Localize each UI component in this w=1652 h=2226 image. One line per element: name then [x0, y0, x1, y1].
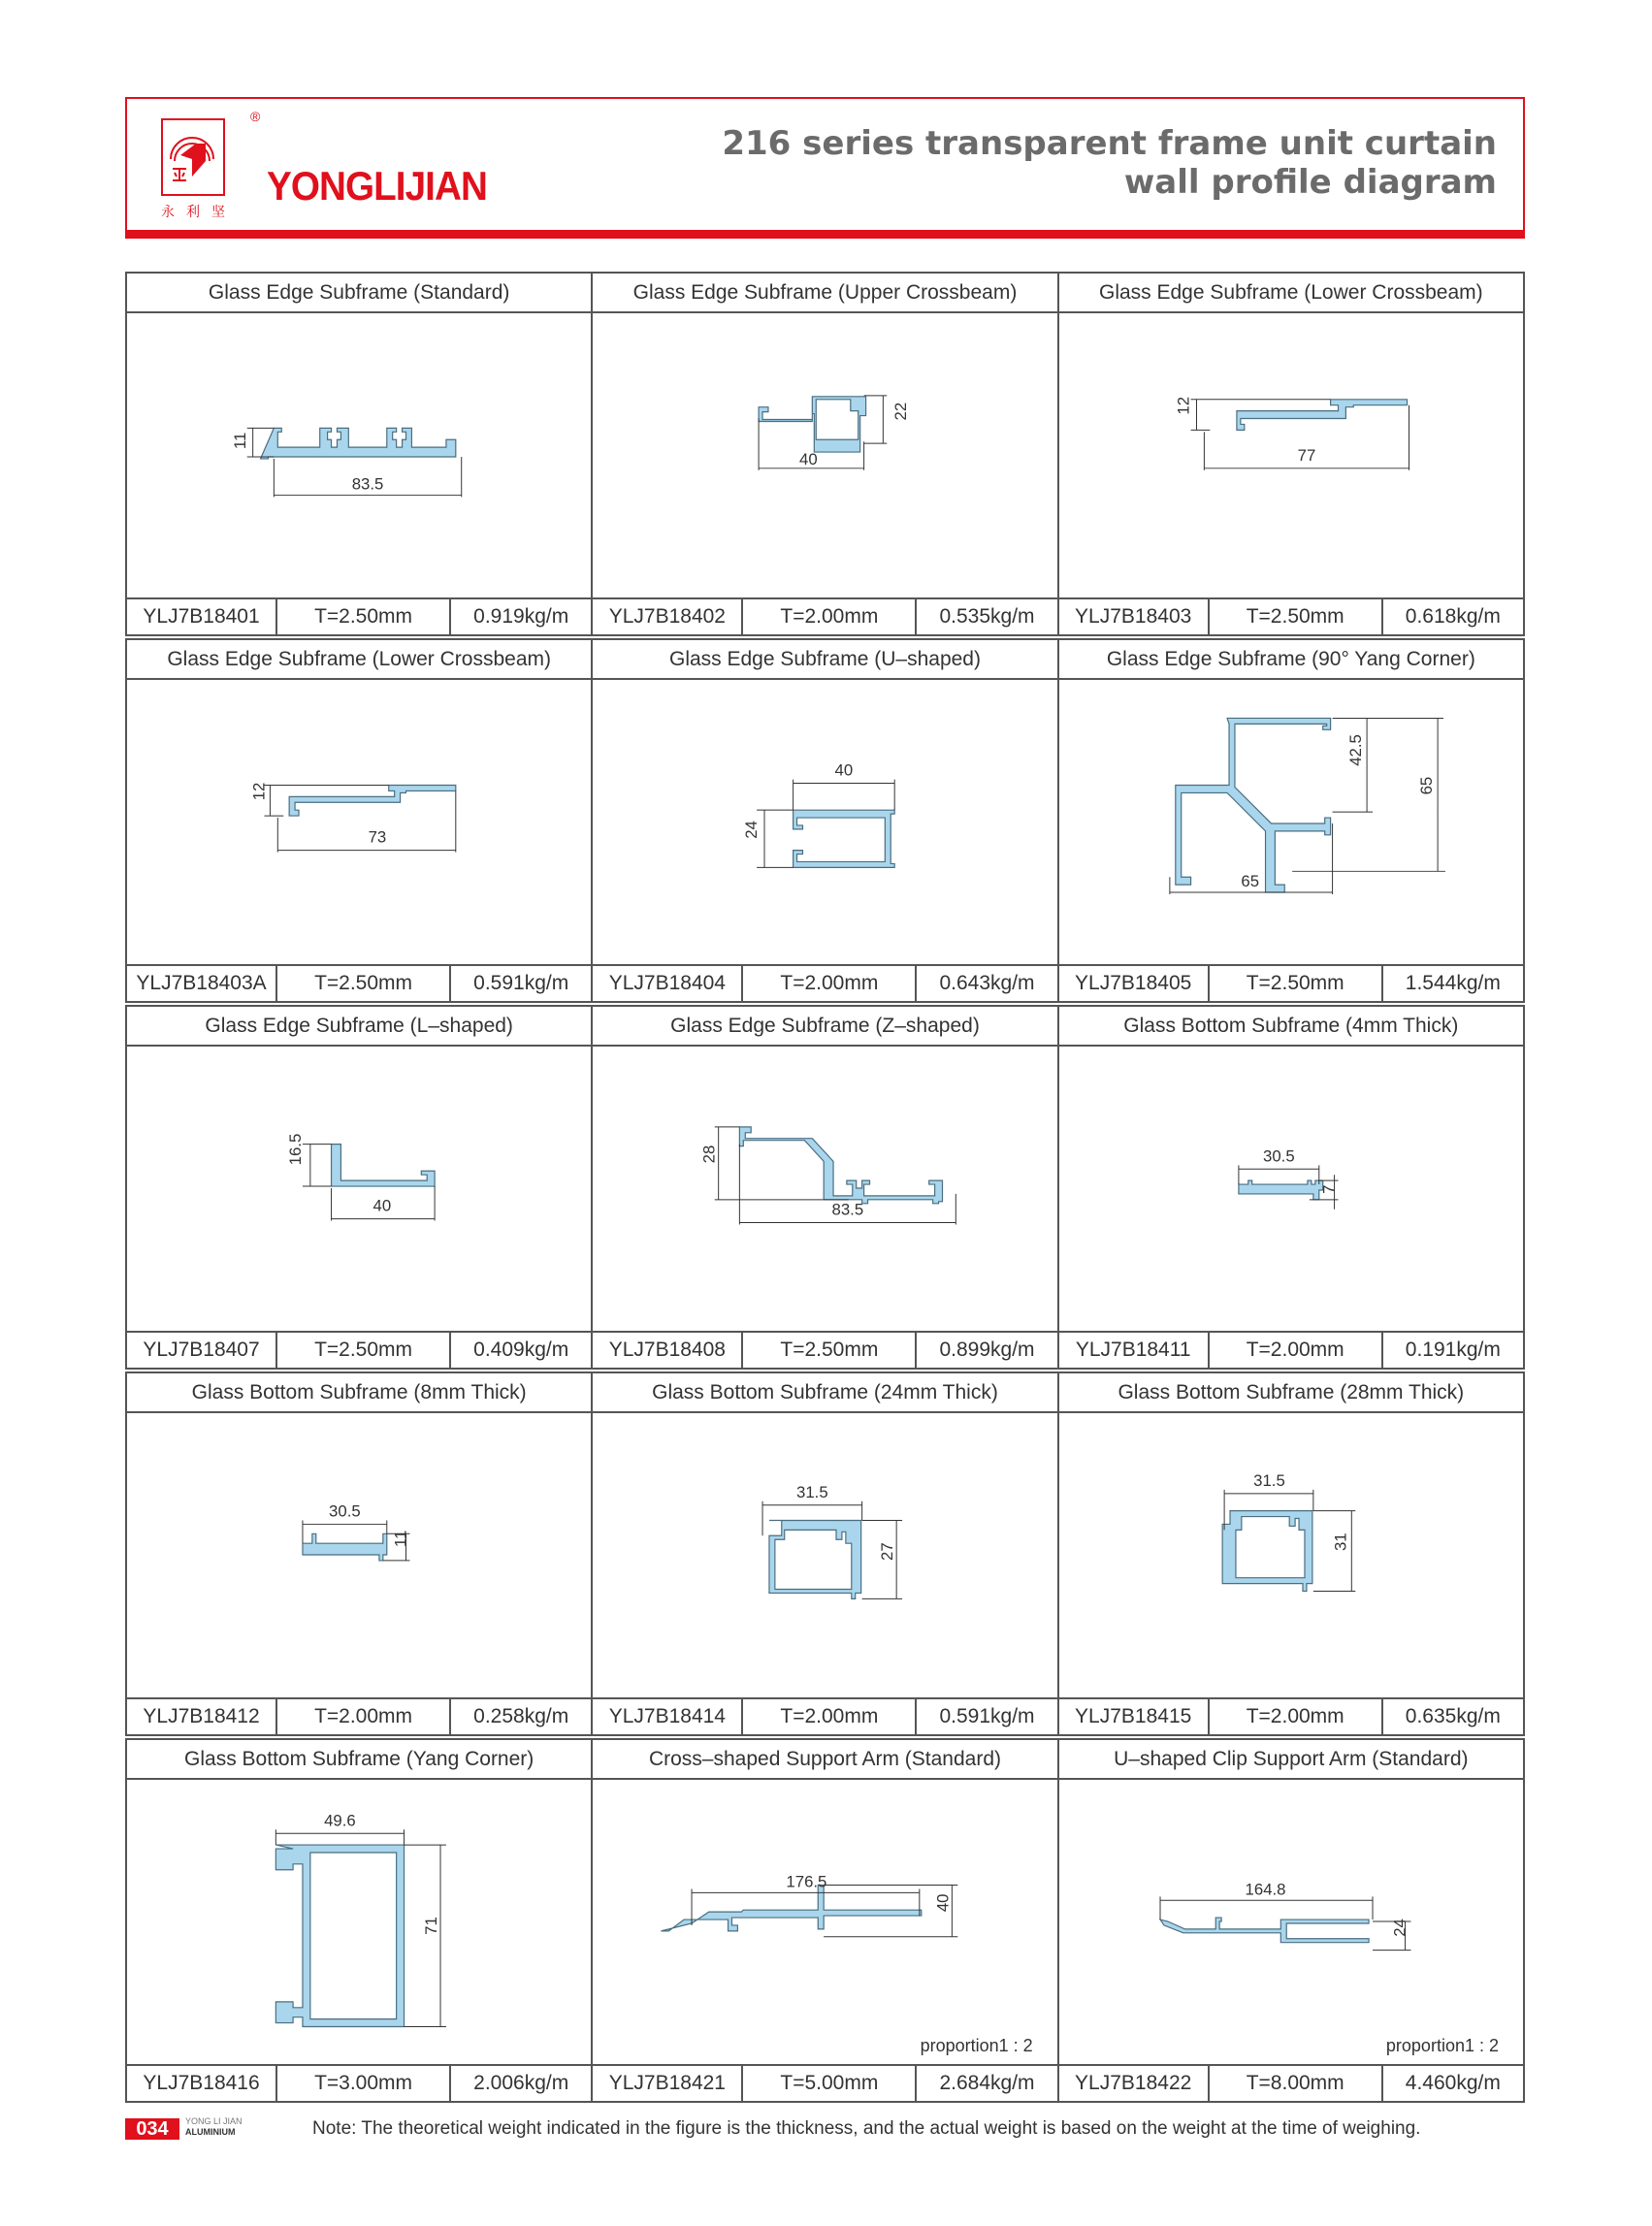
svg-text:24: 24: [1390, 1919, 1409, 1937]
svg-text:65: 65: [1241, 872, 1259, 891]
profile-thickness: T=2.50mm: [743, 1333, 917, 1368]
profile-thickness: T=2.50mm: [277, 1333, 451, 1368]
svg-text:31.5: 31.5: [796, 1482, 828, 1501]
profile-code: YLJ7B18407: [127, 1333, 277, 1368]
svg-text:77: 77: [1297, 445, 1315, 465]
profile-weight: 0.258kg/m: [473, 1705, 569, 1727]
profile-drawing: [1059, 680, 1523, 964]
profile-card: [591, 1738, 1058, 2103]
profile-drawing: [593, 1047, 1056, 1331]
profile-code: YLJ7B18404: [593, 966, 743, 1001]
svg-text:176.5: 176.5: [786, 1872, 827, 1891]
profile-thickness: T=2.00mm: [743, 966, 917, 1001]
profile-card: [591, 1371, 1058, 1736]
profile-drawing: [1059, 1047, 1523, 1331]
svg-text:42.5: 42.5: [1345, 734, 1365, 766]
svg-text:11: 11: [230, 432, 249, 450]
svg-text:71: 71: [422, 1917, 441, 1935]
profile-weight: 0.591kg/m: [939, 1705, 1035, 1727]
page-number: 034: [125, 2118, 179, 2140]
profile-weight: 0.919kg/m: [473, 605, 569, 628]
profile-thickness: T=2.00mm: [743, 599, 917, 634]
profile-drawing: [127, 313, 591, 597]
profile-grid: [125, 272, 1525, 2105]
profile-thickness: T=2.50mm: [1210, 966, 1383, 1001]
profile-thickness: T=8.00mm: [1210, 2066, 1383, 2101]
profile-drawing: [593, 1780, 1056, 2064]
profile-thickness: T=2.00mm: [1210, 1699, 1383, 1734]
profile-drawing: [593, 1413, 1056, 1697]
svg-text:12: 12: [249, 782, 269, 801]
profile-code: YLJ7B18412: [127, 1699, 277, 1734]
profile-code: YLJ7B18421: [593, 2066, 743, 2101]
profile-code: YLJ7B18402: [593, 599, 743, 634]
logo-icon: [161, 118, 225, 196]
profile-card: [1057, 1738, 1525, 2103]
svg-text:27: 27: [878, 1542, 897, 1561]
svg-text:83.5: 83.5: [351, 474, 384, 494]
profile-drawing: [1059, 1413, 1523, 1697]
profile-drawing: [127, 1047, 591, 1331]
profile-weight: 2.684kg/m: [939, 2072, 1035, 2094]
profile-name: Glass Edge Subframe (90° Yang Corner): [1059, 640, 1523, 680]
profile-code: YLJ7B18422: [1059, 2066, 1210, 2101]
profile-name: Glass Edge Subframe (Standard): [127, 274, 591, 313]
svg-text:73: 73: [368, 827, 387, 847]
profile-thickness: T=5.00mm: [743, 2066, 917, 2101]
registered-mark: ®: [250, 109, 261, 124]
profile-card: [125, 1005, 593, 1370]
profile-code: YLJ7B18403: [1059, 599, 1210, 634]
profile-card: [591, 1005, 1058, 1370]
profile-card: [1057, 1371, 1525, 1736]
profile-weight: 4.460kg/m: [1405, 2072, 1501, 2094]
profile-card: [125, 1738, 593, 2103]
page-title: 216 series transparent frame unit curtain wall profile diagram: [722, 124, 1497, 202]
profile-weight: 2.006kg/m: [473, 2072, 569, 2094]
profile-drawing: [127, 680, 591, 964]
svg-text:7: 7: [1319, 1184, 1339, 1194]
footer-brand-sub: ALUMINIUM: [185, 2127, 236, 2137]
svg-text:49.6: 49.6: [324, 1811, 356, 1830]
profile-card: [1057, 272, 1525, 636]
svg-text:16.5: 16.5: [285, 1133, 305, 1166]
svg-text:30.5: 30.5: [329, 1501, 361, 1521]
brand-name: YONGLIJIAN: [267, 163, 487, 209]
svg-text:28: 28: [700, 1145, 720, 1164]
profile-code: YLJ7B18411: [1059, 1333, 1210, 1368]
svg-text:65: 65: [1416, 776, 1436, 795]
svg-text:22: 22: [891, 402, 911, 421]
profile-name: Glass Bottom Subframe (24mm Thick): [593, 1373, 1056, 1413]
proportion-label: proportion1 : 2: [920, 2036, 1033, 2055]
proportion-label: proportion1 : 2: [1385, 2036, 1499, 2055]
profile-card: [1057, 638, 1525, 1003]
svg-text:83.5: 83.5: [831, 1200, 864, 1219]
profile-weight: 0.635kg/m: [1405, 1705, 1501, 1727]
profile-thickness: T=3.00mm: [277, 2066, 451, 2101]
profile-code: YLJ7B18416: [127, 2066, 277, 2101]
profile-weight: 0.535kg/m: [939, 605, 1035, 628]
profile-thickness: T=2.50mm: [1210, 599, 1383, 634]
profile-drawing: [127, 1413, 591, 1697]
footer-brand: YONG LI JIAN: [185, 2116, 243, 2126]
profile-thickness: T=2.50mm: [277, 599, 451, 634]
profile-weight: 0.643kg/m: [939, 972, 1035, 994]
svg-text:31: 31: [1331, 1532, 1350, 1552]
profile-code: YLJ7B18414: [593, 1699, 743, 1734]
profile-name: Glass Edge Subframe (Z–shaped): [593, 1007, 1056, 1047]
profile-name: Glass Bottom Subframe (28mm Thick): [1059, 1373, 1523, 1413]
profile-code: YLJ7B18415: [1059, 1699, 1210, 1734]
profile-name: Glass Edge Subframe (Lower Crossbeam): [1059, 274, 1523, 313]
profile-thickness: T=2.00mm: [743, 1699, 917, 1734]
footer-note: Note: The theoretical weight indicated in the figure is the thickness, and the actual weight is based on the weight at the time of weighing.: [312, 2118, 1421, 2139]
svg-text:40: 40: [799, 449, 819, 468]
profile-drawing: [593, 313, 1056, 597]
profile-name: U–shaped Clip Support Arm (Standard): [1059, 1740, 1523, 1780]
profile-card: [125, 272, 593, 636]
profile-card: [1057, 1005, 1525, 1370]
profile-name: Glass Edge Subframe (Upper Crossbeam): [593, 274, 1056, 313]
profile-name: Glass Edge Subframe (U–shaped): [593, 640, 1056, 680]
profile-drawing: [1059, 313, 1523, 597]
profile-card: [125, 1371, 593, 1736]
svg-text:30.5: 30.5: [1262, 1146, 1295, 1166]
profile-name: Cross–shaped Support Arm (Standard): [593, 1740, 1056, 1780]
profile-weight: 0.591kg/m: [473, 972, 569, 994]
svg-text:40: 40: [933, 1893, 953, 1913]
profile-name: Glass Bottom Subframe (8mm Thick): [127, 1373, 591, 1413]
profile-weight: 0.409kg/m: [473, 1339, 569, 1361]
profile-card: [125, 638, 593, 1003]
svg-text:31.5: 31.5: [1252, 1470, 1285, 1490]
profile-code: YLJ7B18408: [593, 1333, 743, 1368]
svg-text:40: 40: [834, 760, 854, 780]
profile-name: Glass Edge Subframe (Lower Crossbeam): [127, 640, 591, 680]
header-red-bar: [125, 230, 1525, 239]
svg-text:164.8: 164.8: [1245, 1880, 1286, 1899]
profile-thickness: T=2.00mm: [1210, 1333, 1383, 1368]
svg-text:11: 11: [391, 1530, 410, 1548]
profile-code: YLJ7B18401: [127, 599, 277, 634]
profile-drawing: [127, 1780, 591, 2064]
profile-name: Glass Edge Subframe (L–shaped): [127, 1007, 591, 1047]
svg-text:12: 12: [1174, 396, 1193, 415]
profile-card: [591, 272, 1058, 636]
profile-thickness: T=2.00mm: [277, 1699, 451, 1734]
profile-name: Glass Bottom Subframe (Yang Corner): [127, 1740, 591, 1780]
profile-weight: 0.618kg/m: [1405, 605, 1501, 628]
profile-name: Glass Bottom Subframe (4mm Thick): [1059, 1007, 1523, 1047]
profile-thickness: T=2.50mm: [277, 966, 451, 1001]
profile-weight: 0.899kg/m: [939, 1339, 1035, 1361]
profile-code: YLJ7B18405: [1059, 966, 1210, 1001]
profile-weight: 1.544kg/m: [1405, 972, 1501, 994]
brand-chinese: 永利坚: [161, 204, 237, 219]
svg-text:40: 40: [373, 1196, 392, 1215]
profile-card: [591, 638, 1058, 1003]
svg-text:24: 24: [742, 821, 761, 839]
profile-code: YLJ7B18403A: [127, 966, 277, 1001]
profile-drawing: [1059, 1780, 1523, 2064]
profile-drawing: [593, 680, 1056, 964]
profile-weight: 0.191kg/m: [1405, 1339, 1501, 1361]
